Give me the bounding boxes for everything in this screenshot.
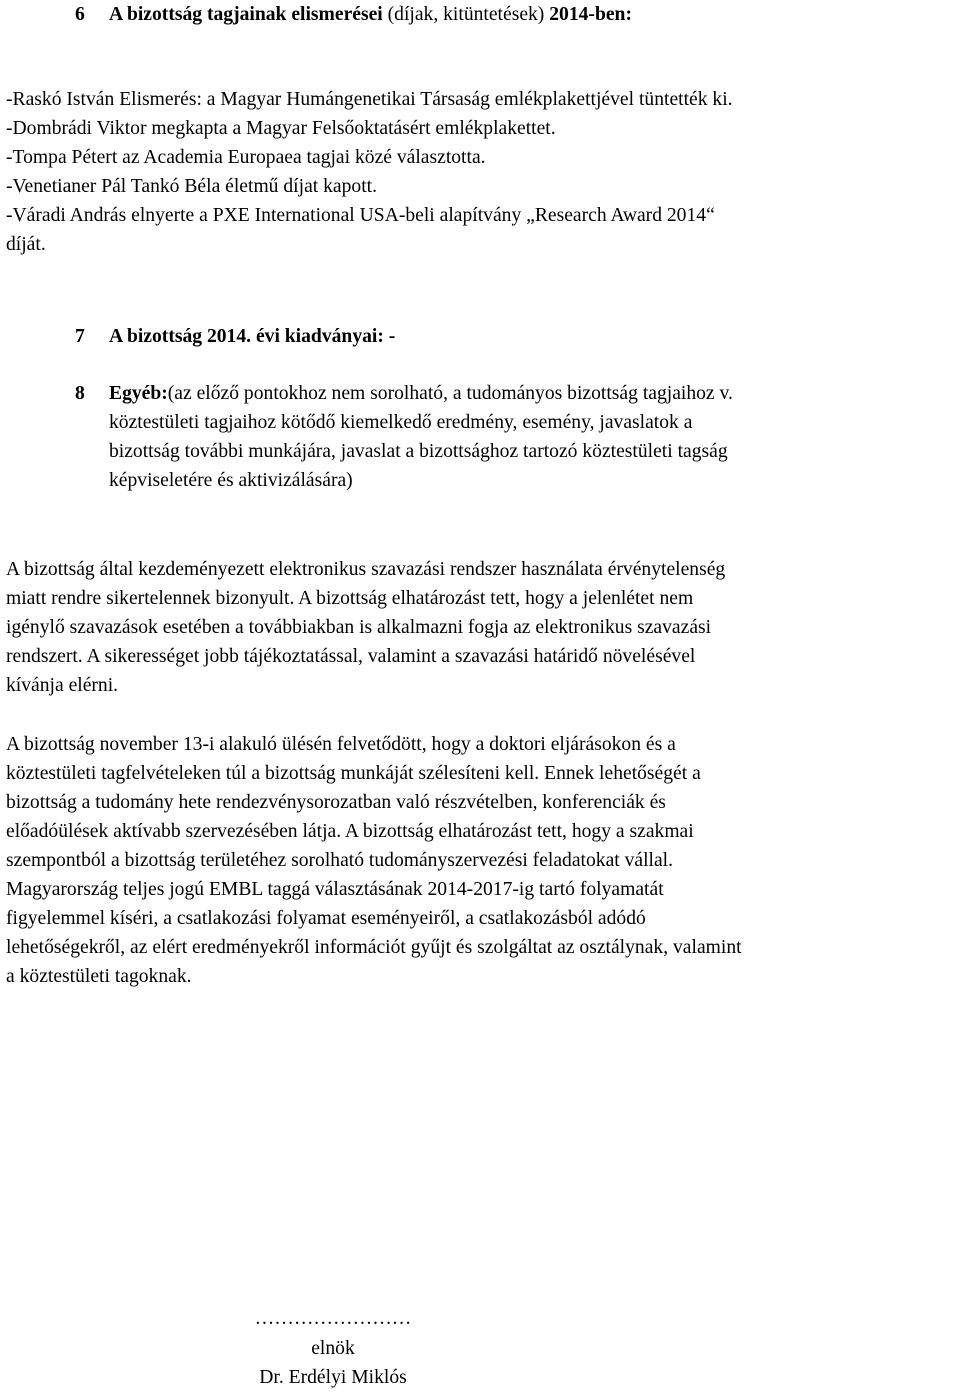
section-title-year: 2014-ben:	[549, 4, 632, 25]
signature-name: Dr. Erdélyi Miklós	[259, 1367, 407, 1388]
paragraph-line: kívánja elérni.	[6, 675, 119, 696]
paragraph-line: bizottság a tudomány hete rendezvénysorozatban való részvételben, konferenciák és	[6, 792, 666, 813]
paragraph-line: Magyarország teljes jogú EMBL taggá választásának 2014-2017-ig tartó folyamatát	[6, 879, 664, 900]
section-title: Egyéb:	[109, 383, 168, 404]
award-item: -Váradi András elnyerte a PXE International USA-beli alapítvány „Research Award 2014“	[6, 205, 715, 226]
section-title-rest: (díjak, kitüntetések)	[382, 4, 550, 25]
paragraph-line: miatt rendre sikertelennek bizonyult. A bizottság elhatározást tett, hogy a jelenlétet nem	[6, 588, 694, 609]
paragraph-line: A bizottság november 13-i alakuló ülésén felvetődött, hogy a doktori eljárásokon és a	[6, 734, 676, 755]
section-description: (az előző pontokhoz nem sorolható, a tudományos bizottság tagjaihoz v.	[167, 383, 733, 404]
section-description-line: bizottság további munkájára, javaslat a bizottsághoz tartozó köztestületi tagság	[109, 441, 728, 462]
section-8-heading	[75, 379, 733, 408]
section-description-line: képviseletére és aktivizálására)	[109, 470, 353, 491]
section-title: A bizottság tagjainak elismerései	[109, 4, 383, 25]
award-item: -Tompa Pétert az Academia Europaea tagjai közé választotta.	[6, 147, 486, 168]
paragraph-line: figyelemmel kíséri, a csatlakozási folyamat eseményeiről, a csatlakozásból adódó	[6, 908, 646, 929]
section-7-heading	[75, 322, 395, 351]
section-description-line: köztestületi tagjaihoz kötődő kiemelkedő eredmény, esemény, javaslatok a	[109, 412, 693, 433]
section-number: 8	[75, 383, 85, 404]
award-item: -Dombrádi Viktor megkapta a Magyar Felsőoktatásért emlékplakettet.	[6, 118, 556, 139]
award-item: -Raskó István Elismerés: a Magyar Humángenetikai Társaság emlékplakettjével tüntették ki.	[6, 89, 733, 110]
award-item-continuation: díját.	[6, 234, 46, 255]
signature-line: ……………………	[254, 1308, 412, 1329]
paragraph-line: szempontból a bizottság területéhez sorolható tudományszervezési feladatokat vállal.	[6, 850, 674, 871]
paragraph-line: A bizottság által kezdeményezett elektronikus szavazási rendszer használata érvénytelenség	[6, 559, 726, 580]
section-title: A bizottság 2014. évi kiadványai: -	[109, 326, 396, 347]
signature-role: elnök	[311, 1338, 355, 1359]
paragraph-line: előadóülések aktívabb szervezésében látja. A bizottság elhatározást tett, hogy a szakmai	[6, 821, 694, 842]
section-number: 6	[75, 4, 85, 25]
paragraph-line: igénylő szavazások esetében a továbbiakban is alkalmazni fogja az elektronikus szavazási	[6, 617, 712, 638]
section-number: 7	[75, 326, 85, 347]
award-item: -Venetianer Pál Tankó Béla életmű díjat kapott.	[6, 176, 377, 197]
section-6-heading	[75, 0, 632, 29]
paragraph-line: rendszert. A sikerességet jobb tájékoztatással, valamint a szavazási határidő növelésével	[6, 646, 696, 667]
paragraph-line: a köztestületi tagoknak.	[6, 966, 192, 987]
paragraph-line: köztestületi tagfelvételeken túl a bizottság munkáját szélesíteni kell. Ennek lehetőségét a	[6, 763, 701, 784]
paragraph-line: lehetőségekről, az elért eredményekről információt gyűjt és szolgáltat az osztálynak, valamint	[6, 937, 742, 958]
